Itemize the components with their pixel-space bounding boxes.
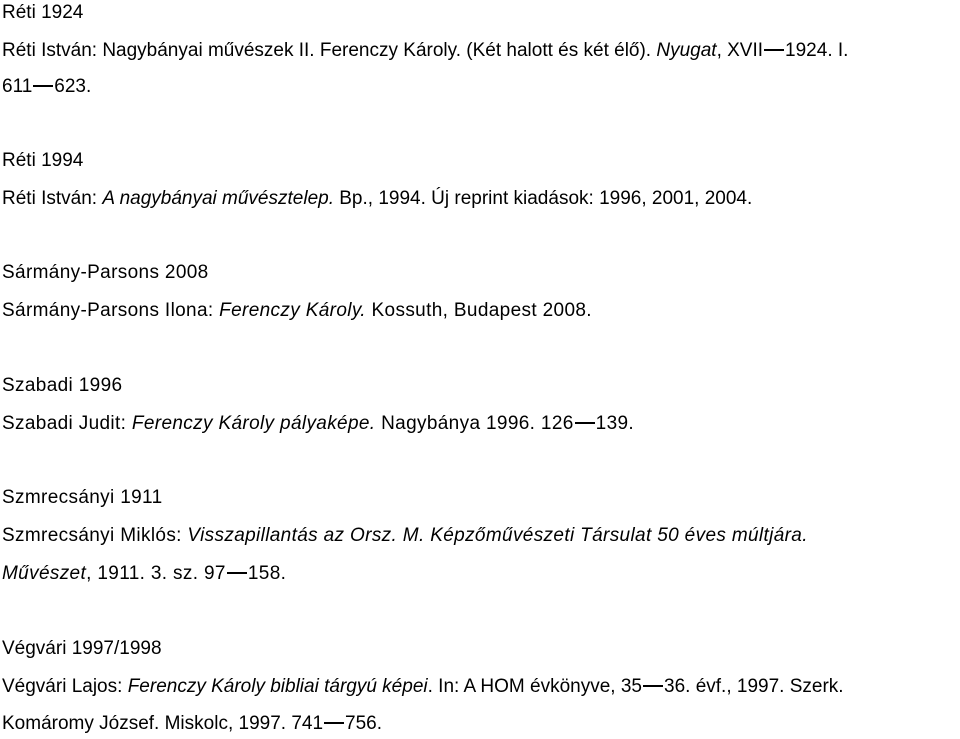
entry-heading: Szabadi 1996	[2, 375, 123, 396]
citation-text: 611	[2, 76, 33, 97]
citation-line	[2, 563, 286, 585]
citation-line	[2, 40, 848, 62]
citation-text: Kossuth, Budapest 2008.	[365, 300, 592, 321]
range-dash	[764, 49, 784, 51]
citation-line	[2, 413, 634, 435]
citation-title: Nyugat	[656, 40, 717, 61]
citation-line	[2, 188, 752, 210]
citation-line	[2, 676, 844, 698]
entry-heading: Sármány-Parsons 2008	[2, 262, 209, 283]
citation-text: Réti István: Nagybányai művészek II. Ferenczy Károly. (Két halott és két élő).	[2, 40, 657, 61]
citation-title: Ferenczy Károly pályaképe.	[131, 413, 376, 434]
citation-text: Komáromy József. Miskolc, 1997. 741	[2, 713, 324, 734]
range-dash	[33, 85, 53, 87]
entry-heading: Szmrecsányi 1911	[2, 487, 163, 508]
citation-line	[2, 713, 382, 735]
citation-text: , 1911. 3. sz. 97	[86, 563, 226, 584]
citation-text: 158.	[247, 563, 287, 584]
citation-text: Nagybánya 1996. 126	[375, 413, 574, 434]
entry-heading: Réti 1994	[2, 150, 84, 171]
citation-text: Bp., 1994. Új reprint kiadások: 1996, 2001, 2004.	[333, 188, 753, 209]
citation-line	[2, 525, 808, 547]
citation-line	[2, 76, 91, 98]
range-dash	[643, 685, 663, 687]
citation-title: Ferenczy Károly.	[219, 300, 366, 321]
citation-title: Ferenczy Károly bibliai tárgyú képei	[127, 676, 428, 697]
citation-text: Végvári Lajos:	[2, 676, 128, 697]
citation-text: Szmrecsányi Miklós:	[2, 525, 188, 546]
citation-title: Művészet	[2, 563, 87, 584]
citation-text: . In: A HOM évkönyve, 35	[427, 676, 642, 697]
range-dash	[227, 572, 247, 574]
citation-text: Réti István:	[2, 188, 103, 209]
range-dash	[324, 722, 344, 724]
entry-heading: Réti 1924	[2, 2, 84, 23]
range-dash	[575, 422, 595, 424]
citation-text: 756.	[345, 713, 383, 734]
citation-text: Szabadi Judit:	[2, 413, 132, 434]
citation-line	[2, 300, 592, 322]
citation-title: Visszapillantás az Orsz. M. Képzőművészeti Társulat 50 éves múltjára.	[187, 525, 808, 546]
citation-title: A nagybányai művésztelep.	[102, 188, 334, 209]
citation-text: Sármány-Parsons Ilona:	[2, 300, 220, 321]
citation-text: 623.	[54, 76, 92, 97]
citation-text: , XVII	[716, 40, 764, 61]
citation-text: 36. évf., 1997. Szerk.	[664, 676, 844, 697]
entry-heading: Végvári 1997/1998	[2, 638, 162, 659]
citation-text: 1924. I.	[785, 40, 849, 61]
citation-text: 139.	[595, 413, 635, 434]
